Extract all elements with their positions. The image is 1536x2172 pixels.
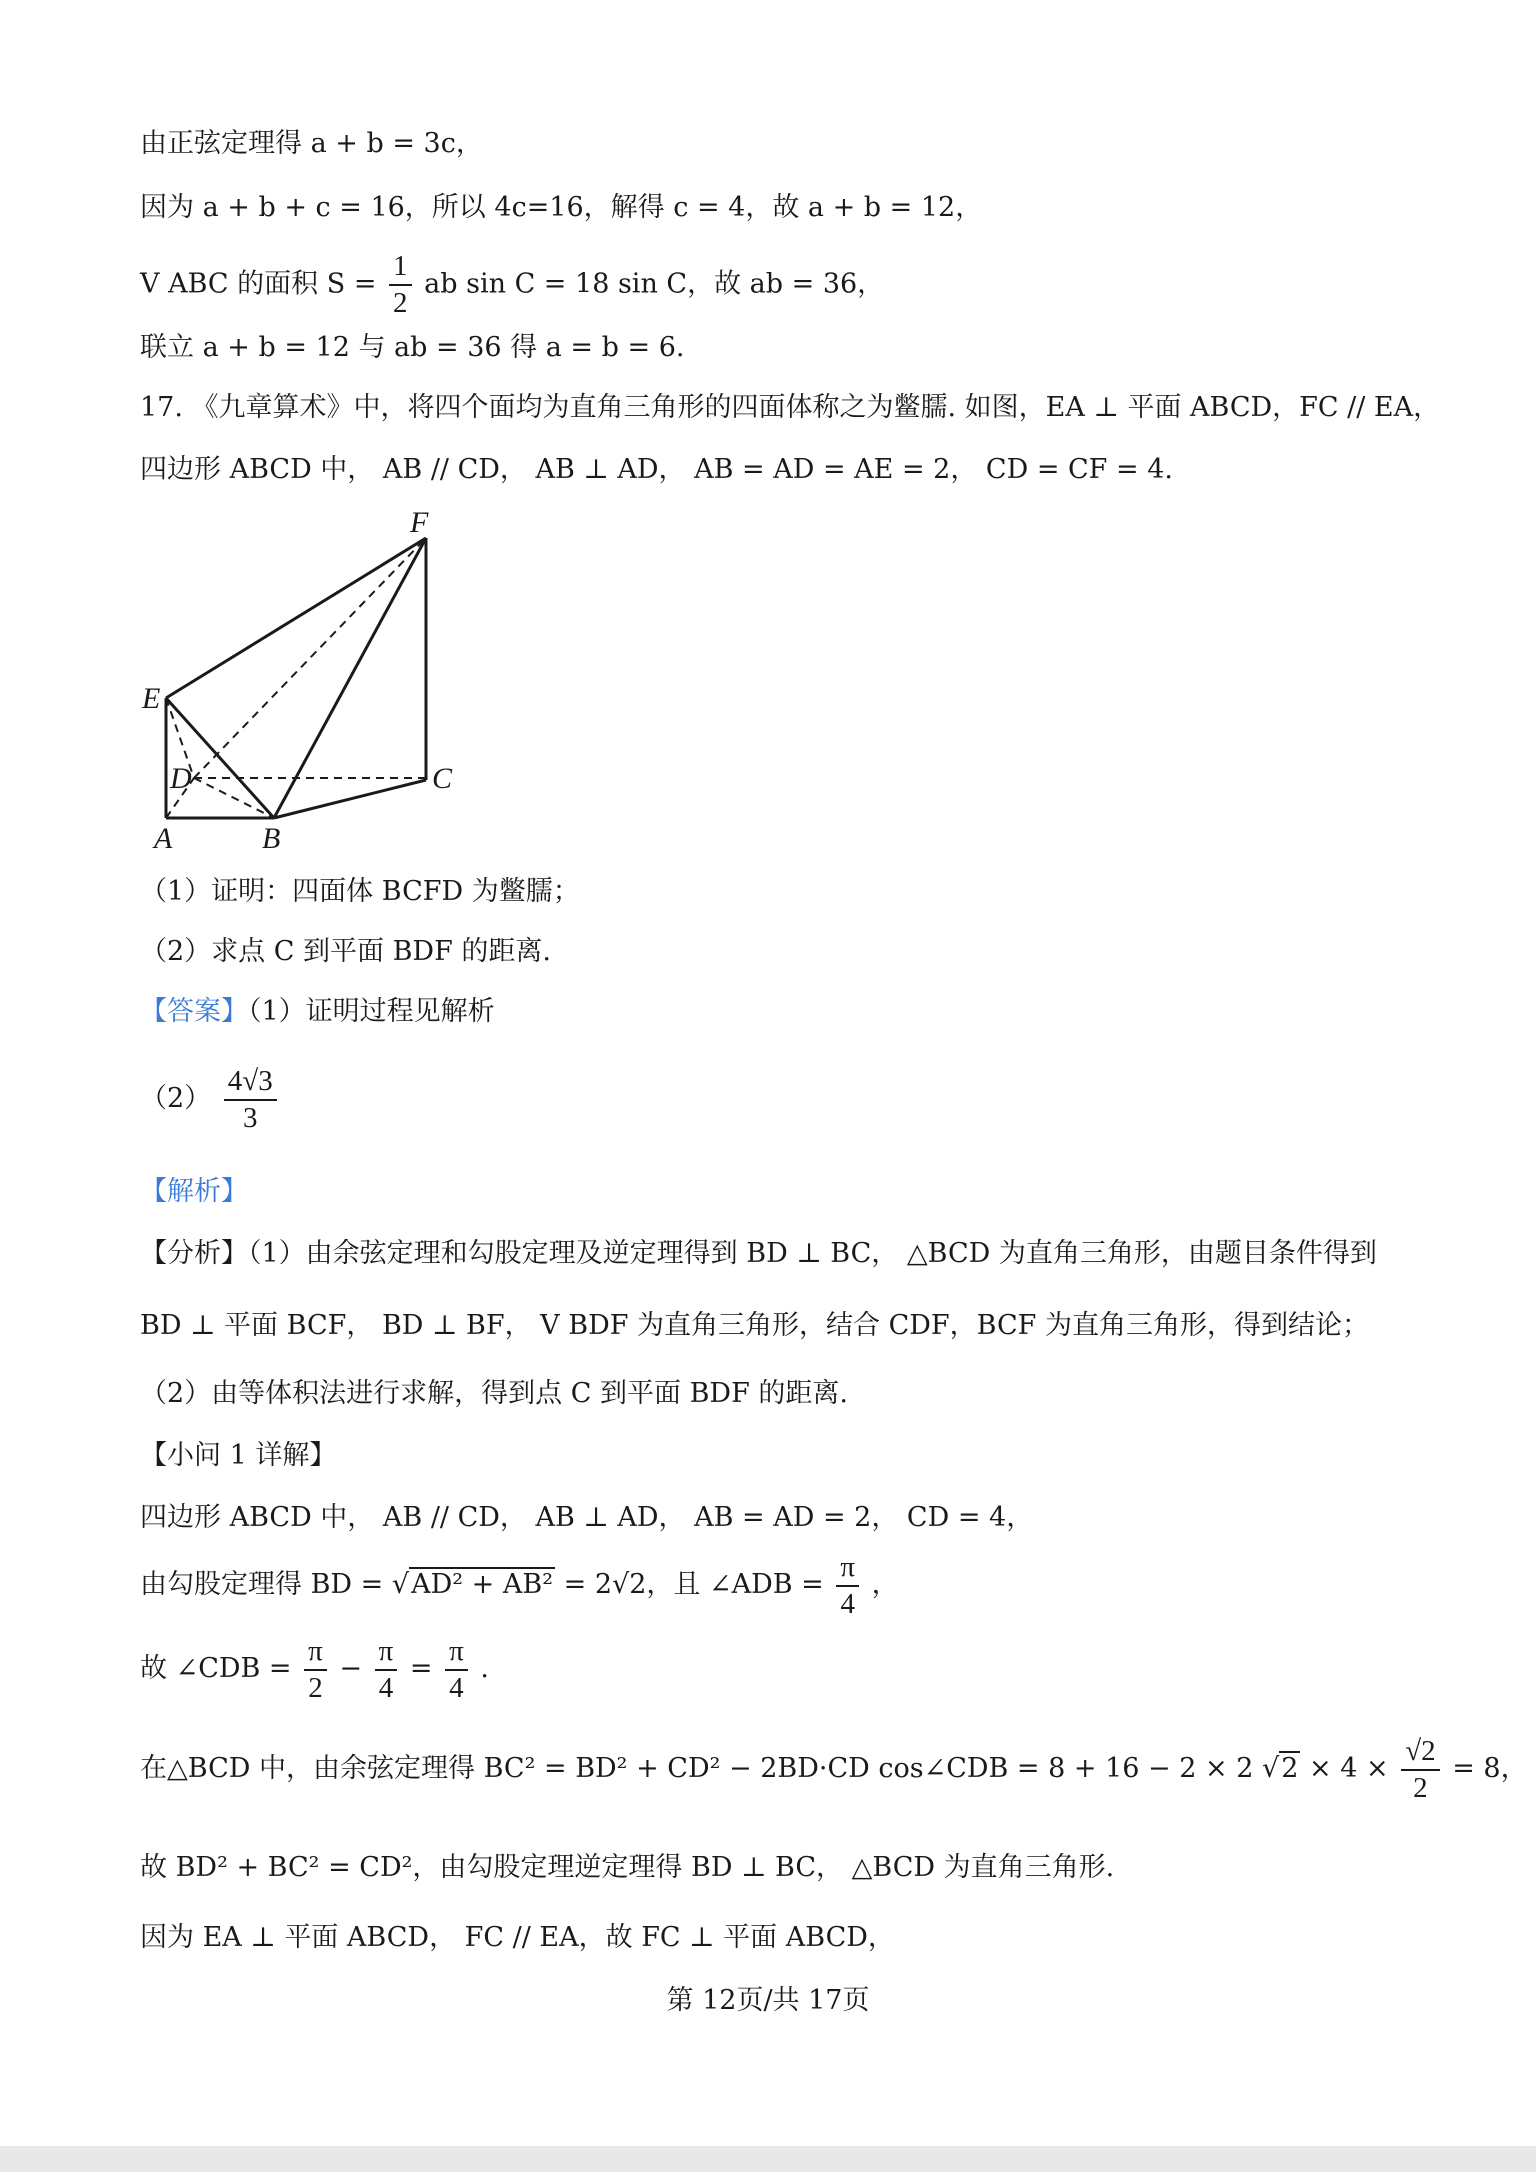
label-A: A bbox=[154, 822, 173, 855]
analysis-line-3: （2）由等体积法进行求解，得到点 C 到平面 BDF 的距离. bbox=[140, 1378, 848, 1409]
answer-2-prefix: （2） bbox=[140, 1083, 212, 1114]
fraction-sqrt2-2 bbox=[1401, 1734, 1439, 1804]
fraction-pi-2 bbox=[304, 1634, 327, 1704]
label-C: C bbox=[432, 762, 453, 795]
analysis-line-2: BD ⊥ 平面 BCF， BD ⊥ BF， V BDF 为直角三角形，结合 CDF，BCF 为直角三角形，得到结论； bbox=[140, 1310, 1369, 1341]
line-2: 因为 a + b + c = 16，所以 4c=16，解得 c = 4，故 a + b = 12， bbox=[140, 192, 983, 223]
line-1: 由正弦定理得 a + b = 3c， bbox=[140, 128, 483, 159]
fraction-pi-4 bbox=[375, 1634, 398, 1704]
fraction-num: 1 bbox=[389, 252, 412, 286]
fraction-num: 4√3 bbox=[224, 1067, 277, 1101]
answer-2-fraction bbox=[224, 1064, 277, 1134]
line-3-a: V ABC 的面积 S = bbox=[140, 268, 377, 300]
solution-3-b: − bbox=[339, 1653, 363, 1684]
solution-line-5: 故 BD² + BC² = CD²，由勾股定理逆定理得 BD ⊥ BC， △BCD 为直角三角形. bbox=[140, 1852, 1115, 1883]
question-2: （2）求点 C 到平面 BDF 的距离. bbox=[140, 936, 551, 967]
edge-EB bbox=[166, 698, 274, 818]
answer-1: （1）证明过程见解析 bbox=[248, 996, 495, 1027]
edge-DB bbox=[194, 778, 274, 818]
solution-2-a: 由勾股定理得 BD = bbox=[140, 1569, 384, 1600]
solution-4-b: × 4 × bbox=[1309, 1753, 1389, 1784]
sqrt-2: 2 bbox=[1281, 1753, 1299, 1784]
fraction-pi-4 bbox=[445, 1634, 468, 1704]
fraction-num: √2 bbox=[1401, 1737, 1439, 1771]
edge-BF bbox=[274, 538, 426, 818]
fraction-den: 2 bbox=[1413, 1771, 1428, 1804]
edge-BC bbox=[274, 780, 426, 818]
fraction-num: π bbox=[836, 1553, 859, 1587]
problem-17-line-2: 四边形 ABCD 中， AB // CD， AB ⊥ AD， AB = AD = AE = 2， CD = CF = 4. bbox=[140, 454, 1173, 485]
answer-2-line bbox=[140, 1064, 281, 1134]
fraction-num: π bbox=[445, 1637, 468, 1671]
bottom-band bbox=[0, 2146, 1536, 2172]
fraction-den: 2 bbox=[308, 1671, 323, 1704]
line-3 bbox=[140, 252, 884, 318]
line-4: 联立 a + b = 12 与 ab = 36 得 a = b = 6. bbox=[140, 332, 685, 363]
solution-4-a: 在△BCD 中，由余弦定理得 BC² = BD² + CD² − 2BD·CD cos∠CDB = 8 + 16 − 2 × 2 bbox=[140, 1753, 1254, 1784]
solution-3-c: = bbox=[409, 1653, 433, 1684]
fraction-num: π bbox=[304, 1637, 327, 1671]
solution-3-d: . bbox=[480, 1653, 489, 1684]
solution-line-1: 四边形 ABCD 中， AB // CD， AB ⊥ AD， AB = AD = 2， CD = 4， bbox=[140, 1502, 1034, 1533]
line-3-b: ab sin C = 18 sin C，故 ab = 36， bbox=[424, 268, 885, 300]
subquestion-1-heading: 【小问 1 详解】 bbox=[140, 1440, 337, 1471]
geometry-figure bbox=[140, 500, 480, 860]
solution-line-4: 在△BCD 中，由余弦定理得 BC² = BD² + CD² − 2BD·CD cos∠CDB = 8 + 16 − 2 × 2 √2 × 4 × $\frac{√2}{2}$ = 8， bbox=[140, 1734, 1528, 1804]
label-E: E bbox=[142, 682, 161, 715]
jiexi-tag: 【解析】 bbox=[140, 1176, 248, 1207]
fraction-den: 3 bbox=[242, 1101, 258, 1134]
edge-EF bbox=[166, 538, 426, 698]
solution-line-3 bbox=[140, 1634, 489, 1704]
label-F: F bbox=[410, 506, 429, 539]
solution-2-d: ， bbox=[871, 1569, 899, 1600]
answer-tag: 【答案】 bbox=[140, 996, 248, 1027]
solution-line-6: 因为 EA ⊥ 平面 ABCD， FC // EA，故 FC ⊥ 平面 ABCD， bbox=[140, 1922, 895, 1953]
problem-17-line-1: 17. 《九章算术》中，将四个面均为直角三角形的四面体称之为鳖臑. 如图，EA ⊥ 平面 ABCD，FC // EA， bbox=[140, 392, 1441, 423]
fraction-pi-4 bbox=[836, 1550, 859, 1620]
fraction-num: π bbox=[375, 1637, 398, 1671]
page-footer: 第 12页/共 17页 bbox=[666, 1985, 870, 2016]
fraction-den: 4 bbox=[449, 1671, 464, 1704]
fraction-half bbox=[389, 252, 412, 318]
solution-4-c: = 8， bbox=[1452, 1753, 1528, 1784]
solution-2-c: = 2√2，且 ∠ADB = bbox=[563, 1569, 824, 1600]
question-1: （1）证明：四面体 BCFD 为鳖臑； bbox=[140, 876, 580, 907]
fraction-den: 4 bbox=[378, 1671, 394, 1704]
solution-line-2: 由勾股定理得 BD = √AD² + AB² = 2√2，且 ∠ADB = $\frac{\pi}{4}$ ， bbox=[140, 1550, 899, 1620]
solution-3-a: 故 ∠CDB = bbox=[140, 1653, 292, 1684]
label-D: D bbox=[170, 762, 192, 795]
analysis-line-1: 【分析】（1）由余弦定理和勾股定理及逆定理得到 BD ⊥ BC， △BCD 为直角三角形，由题目条件得到 bbox=[140, 1238, 1377, 1269]
fraction-den: 2 bbox=[393, 287, 408, 319]
fraction-den: 4 bbox=[840, 1587, 855, 1620]
label-B: B bbox=[262, 822, 281, 855]
sqrt-expression: AD² + AB² bbox=[411, 1569, 554, 1600]
answer-line bbox=[140, 992, 495, 1032]
